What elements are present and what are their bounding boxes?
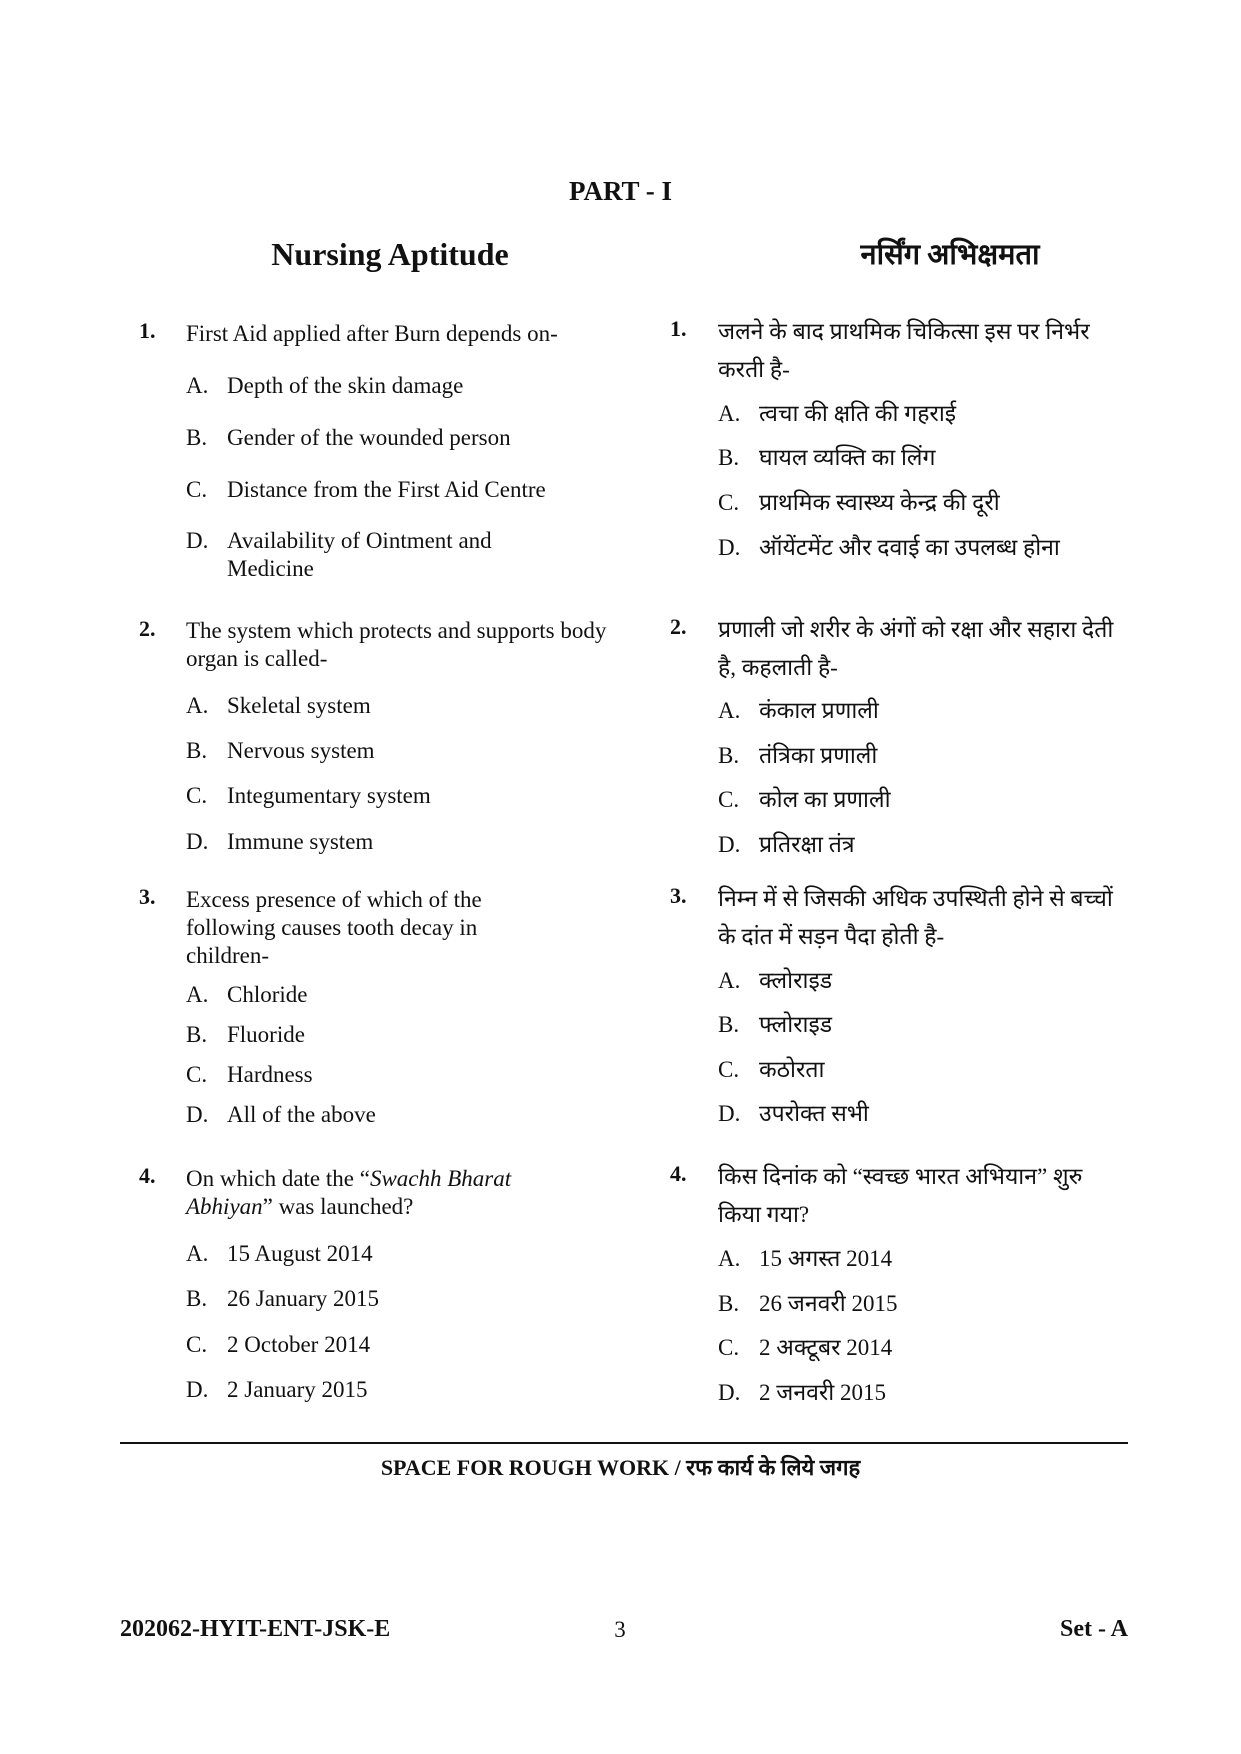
rough-work-label: SPACE FOR ROUGH WORK / रफ कार्य के लिये जगह [380, 1455, 861, 1480]
question-number: 2. [670, 614, 687, 639]
option-letter: A. [718, 968, 741, 993]
option-text: उपरोक्त सभी [759, 1101, 869, 1126]
option-letter: C. [718, 490, 740, 515]
paper-code: 202062-HYIT-ENT-JSK-E [120, 1616, 391, 1642]
option-letter: D. [718, 832, 741, 857]
question-number: 1. [670, 316, 687, 341]
option-letter: C. [186, 783, 208, 808]
option-letter: B. [186, 425, 208, 450]
option-text: कठोरता [759, 1057, 825, 1082]
option-letter: A. [718, 1246, 741, 1271]
option-letter: D. [186, 1377, 209, 1402]
question-text: जलने के बाद प्राथमिक चिकित्सा इस पर निर्भर करती है- [718, 319, 1090, 382]
option-text: प्राथमिक स्वास्थ्य केन्द्र की दूरी [759, 490, 1000, 515]
option-text: 2 January 2015 [227, 1377, 368, 1402]
option-letter: B. [186, 1286, 208, 1311]
option-letter: B. [718, 743, 740, 768]
option-text: फ्लोराइड [759, 1012, 833, 1037]
divider-line [120, 1442, 1128, 1444]
option-text: All of the above [227, 1102, 376, 1127]
option-text: 2 October 2014 [227, 1332, 371, 1357]
option-text: 26 जनवरी 2015 [759, 1291, 898, 1316]
option-text: ऑयेंटमेंट और दवाई का उपलब्ध होना [759, 535, 1060, 560]
option-text: Fluoride [227, 1022, 305, 1047]
option-letter: D. [186, 829, 209, 854]
question-text: First Aid applied after Burn depends on- [186, 321, 558, 346]
question-text: Excess presence of which of the following causes tooth decay in children- [186, 887, 482, 968]
option-letter: D. [718, 1380, 741, 1405]
option-text: प्रतिरक्षा तंत्र [759, 832, 855, 857]
option-text: तंत्रिका प्रणाली [759, 743, 878, 768]
option-letter: A. [718, 698, 741, 723]
option-text: Integumentary system [227, 783, 431, 808]
option-text: 15 अगस्त 2014 [759, 1246, 893, 1271]
option-letter: B. [718, 1291, 740, 1316]
question-number: 3. [139, 884, 156, 909]
option-text: Distance from the First Aid Centre [227, 477, 546, 502]
option-letter: A. [186, 1241, 209, 1266]
option-text: Chloride [227, 982, 308, 1007]
question-number: 2. [139, 616, 156, 641]
option-letter: D. [186, 528, 209, 553]
page-number: 3 [614, 1617, 626, 1642]
option-letter: C. [718, 1057, 740, 1082]
option-text: Depth of the skin damage [227, 373, 464, 398]
option-text: घायल व्यक्ति का लिंग [759, 445, 936, 470]
option-letter: D. [718, 1101, 741, 1126]
question-text: On which date the “Swachh Bharat Abhiyan” was launched? [186, 1166, 512, 1219]
option-letter: C. [718, 1335, 740, 1360]
option-text: 2 अक्टूबर 2014 [759, 1335, 893, 1360]
option-text: Nervous system [227, 738, 375, 763]
question-number: 4. [139, 1163, 156, 1188]
question-text: प्रणाली जो शरीर के अंगों को रक्षा और सहारा देती है, कहलाती है- [718, 617, 1114, 680]
question-number: 4. [670, 1161, 687, 1186]
option-text: 15 August 2014 [227, 1241, 373, 1266]
option-letter: A. [186, 982, 209, 1007]
question-number: 3. [670, 883, 687, 908]
option-text: Gender of the wounded person [227, 425, 511, 450]
section-title-english: Nursing Aptitude [271, 236, 509, 272]
option-letter: D. [718, 535, 741, 560]
option-letter: B. [718, 1012, 740, 1037]
option-text: Hardness [227, 1062, 313, 1087]
option-letter: B. [186, 738, 208, 763]
part-title: PART - I [568, 176, 673, 206]
option-letter: C. [186, 477, 208, 502]
question-text: The system which protects and supports body organ is called- [186, 618, 607, 671]
option-letter: B. [186, 1022, 208, 1047]
option-letter: B. [718, 445, 740, 470]
option-text: Availability of Ointment and Medicine [227, 528, 492, 581]
question-number: 1. [139, 318, 156, 343]
option-letter: A. [186, 693, 209, 718]
option-letter: D. [186, 1102, 209, 1127]
option-letter: C. [186, 1332, 208, 1357]
option-text: 2 जनवरी 2015 [759, 1380, 886, 1405]
question-text: निम्न में से जिसकी अधिक उपस्थिती होने से बच्चों के दांत में सड़न पैदा होती है- [718, 886, 1113, 949]
set-label: Set - A [1060, 1616, 1128, 1642]
option-text: Skeletal system [227, 693, 371, 718]
option-text: Immune system [227, 829, 374, 854]
option-text: क्लोराइड [759, 968, 833, 993]
question-text: किस दिनांक को “स्वच्छ भारत अभियान” शुरु किया गया? [718, 1164, 1083, 1227]
option-text: त्वचा की क्षति की गहराई [759, 401, 957, 426]
option-text: 26 January 2015 [227, 1286, 380, 1311]
section-title-hindi: नर्सिंग अभिक्षमता [860, 239, 1040, 271]
option-letter: C. [186, 1062, 208, 1087]
option-letter: A. [186, 373, 209, 398]
option-text: कोल का प्रणाली [759, 787, 891, 812]
option-letter: C. [718, 787, 740, 812]
option-letter: A. [718, 401, 741, 426]
option-text: कंकाल प्रणाली [759, 698, 879, 723]
